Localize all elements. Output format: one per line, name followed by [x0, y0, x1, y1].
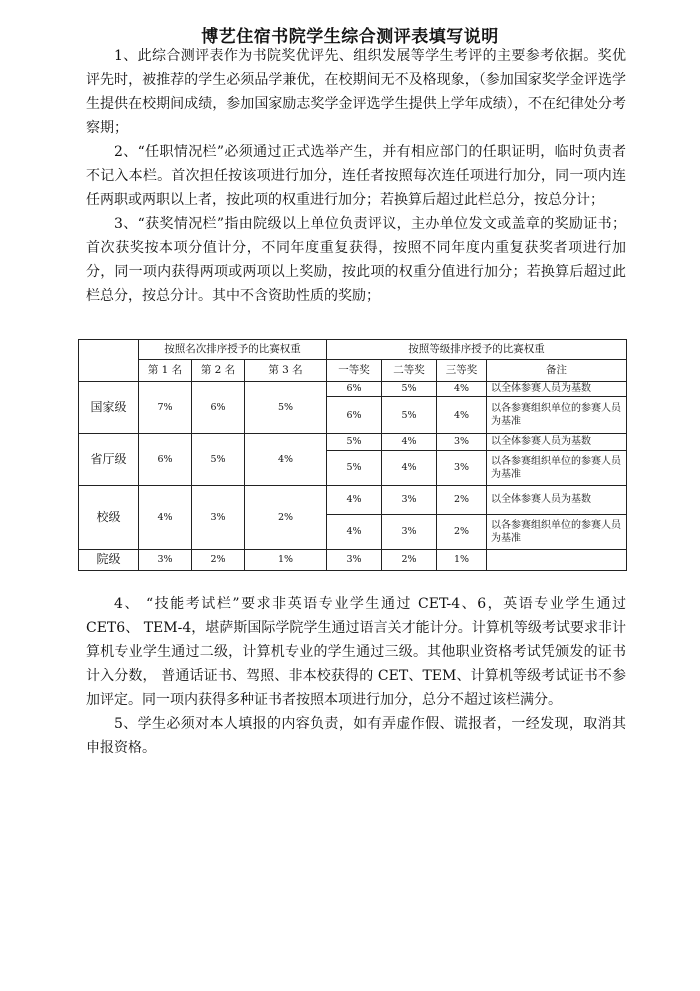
- instruction-4: 4、 “技能考试栏”要求非英语专业学生通过 CET-4、6，英语专业学生通过 CET6、 TEM-4，堪萨斯国际学院学生通过语言关才能计分。计算机等级考试要求非计算机专业学生通过二级，计算机专业的学生通过三级。其他职业资格考试凭颁发的证书计入分数， 普通话证书、驾照、非本校获得的 CET、TEM、计算机等级考试证书不参加评定。同一项内获得多种证书者按照本项进行加分，总分不超过该栏满分。: [86, 596, 626, 708]
- table-cell: 3%: [327, 549, 382, 570]
- table-note-cell: 以各参赛组织单位的参赛人员为基准: [487, 450, 627, 485]
- table-cell: 3%: [437, 433, 487, 450]
- header-second-prize: 二等奖: [382, 360, 437, 381]
- table-cell: 3%: [382, 485, 437, 514]
- table-note-cell: 以全体参赛人员为基数: [487, 381, 627, 397]
- table-cell: 6%: [327, 397, 382, 433]
- table-cell: 2%: [245, 485, 327, 549]
- award-weight-table: [78, 339, 627, 571]
- table-note-cell: [487, 549, 627, 570]
- table-cell: 1%: [437, 549, 487, 570]
- instructions-bottom: [86, 592, 626, 760]
- header-third-prize: 三等奖: [437, 360, 487, 381]
- table-cell: 4%: [327, 485, 382, 514]
- header-rank-3: 第 3 名: [245, 360, 327, 381]
- table-corner-cell: [79, 340, 139, 382]
- table-cell: 4%: [139, 485, 192, 549]
- instruction-3: 3、“获奖情况栏”指由院级以上单位负责评议，主办单位发文或盖章的奖励证书；首次获奖按本项分值计分，不同年度重复获得，按照不同年度内重复获奖者项进行加分，同一项内获得两项或两项以上奖励，按此项的权重分值进行加分；若换算后超过此栏总分，按总分计。其中不含资助性质的奖励；: [86, 216, 626, 304]
- table-cell: 5%: [327, 450, 382, 485]
- row-level-college: 院级: [79, 549, 139, 570]
- table-note-cell: 以全体参赛人员为基数: [487, 433, 627, 450]
- header-first-prize: 一等奖: [327, 360, 382, 381]
- header-rank-1: 第 1 名: [139, 360, 192, 381]
- instruction-1: 1、此综合测评表作为书院奖优评先、组织发展等学生考评的主要参考依据。奖优评先时，被推荐的学生必须品学兼优，在校期间无不及格现象，（参加国家奖学金评选学生提供在校期间成绩，参加国家励志奖学金评选学生提供上学年成绩），不在纪律处分考察期；: [86, 48, 626, 136]
- table-cell: 3%: [437, 450, 487, 485]
- table-cell: 2%: [437, 485, 487, 514]
- table-cell: 4%: [245, 433, 327, 485]
- instruction-2: 2、“任职情况栏”必须通过正式选举产生，并有相应部门的任职证明，临时负责者不记入本栏。首次担任按该项进行加分，连任者按照每次连任项进行加分，同一项内连任两职或两职以上者，按此项的权重进行加分；若换算后超过此栏总分，按总分计；: [86, 144, 626, 208]
- table-cell: 5%: [382, 397, 437, 433]
- table-cell: 4%: [382, 433, 437, 450]
- table-note-cell: 以全体参赛人员为基数: [487, 485, 627, 514]
- header-note: 备注: [487, 360, 627, 381]
- table-cell: 5%: [327, 433, 382, 450]
- table-cell: 4%: [327, 514, 382, 549]
- table-cell: 5%: [382, 381, 437, 397]
- table-cell: 2%: [192, 549, 245, 570]
- table-cell: 6%: [327, 381, 382, 397]
- table-cell: 2%: [382, 549, 437, 570]
- row-level-provincial: 省厅级: [79, 433, 139, 485]
- table-cell: 6%: [139, 433, 192, 485]
- instructions-top: [86, 44, 626, 308]
- table-cell: 4%: [437, 381, 487, 397]
- table-cell: 3%: [382, 514, 437, 549]
- table-note-cell: 以各参赛组织单位的参赛人员为基准: [487, 514, 627, 549]
- table-cell: 4%: [382, 450, 437, 485]
- table-cell: 1%: [245, 549, 327, 570]
- table-cell: 5%: [192, 433, 245, 485]
- instruction-5: 5、学生必须对本人填报的内容负责，如有弄虚作假、谎报者，一经发现，取消其申报资格。: [86, 716, 626, 756]
- table-cell: 3%: [192, 485, 245, 549]
- table-cell: 5%: [245, 381, 327, 433]
- table-cell: 6%: [192, 381, 245, 433]
- table-cell: 2%: [437, 514, 487, 549]
- header-rank-group: 按照名次排序授予的比赛权重: [139, 340, 327, 360]
- header-grade-group: 按照等级排序授予的比赛权重: [327, 340, 627, 360]
- table-cell: 7%: [139, 381, 192, 433]
- document-title: 博艺住宿书院学生综合测评表填写说明: [201, 27, 499, 47]
- table-cell: 3%: [139, 549, 192, 570]
- table-note-cell: 以各参赛组织单位的参赛人员为基准: [487, 397, 627, 433]
- row-level-school: 校级: [79, 485, 139, 549]
- header-rank-2: 第 2 名: [192, 360, 245, 381]
- table-cell: 4%: [437, 397, 487, 433]
- row-level-national: 国家级: [79, 381, 139, 433]
